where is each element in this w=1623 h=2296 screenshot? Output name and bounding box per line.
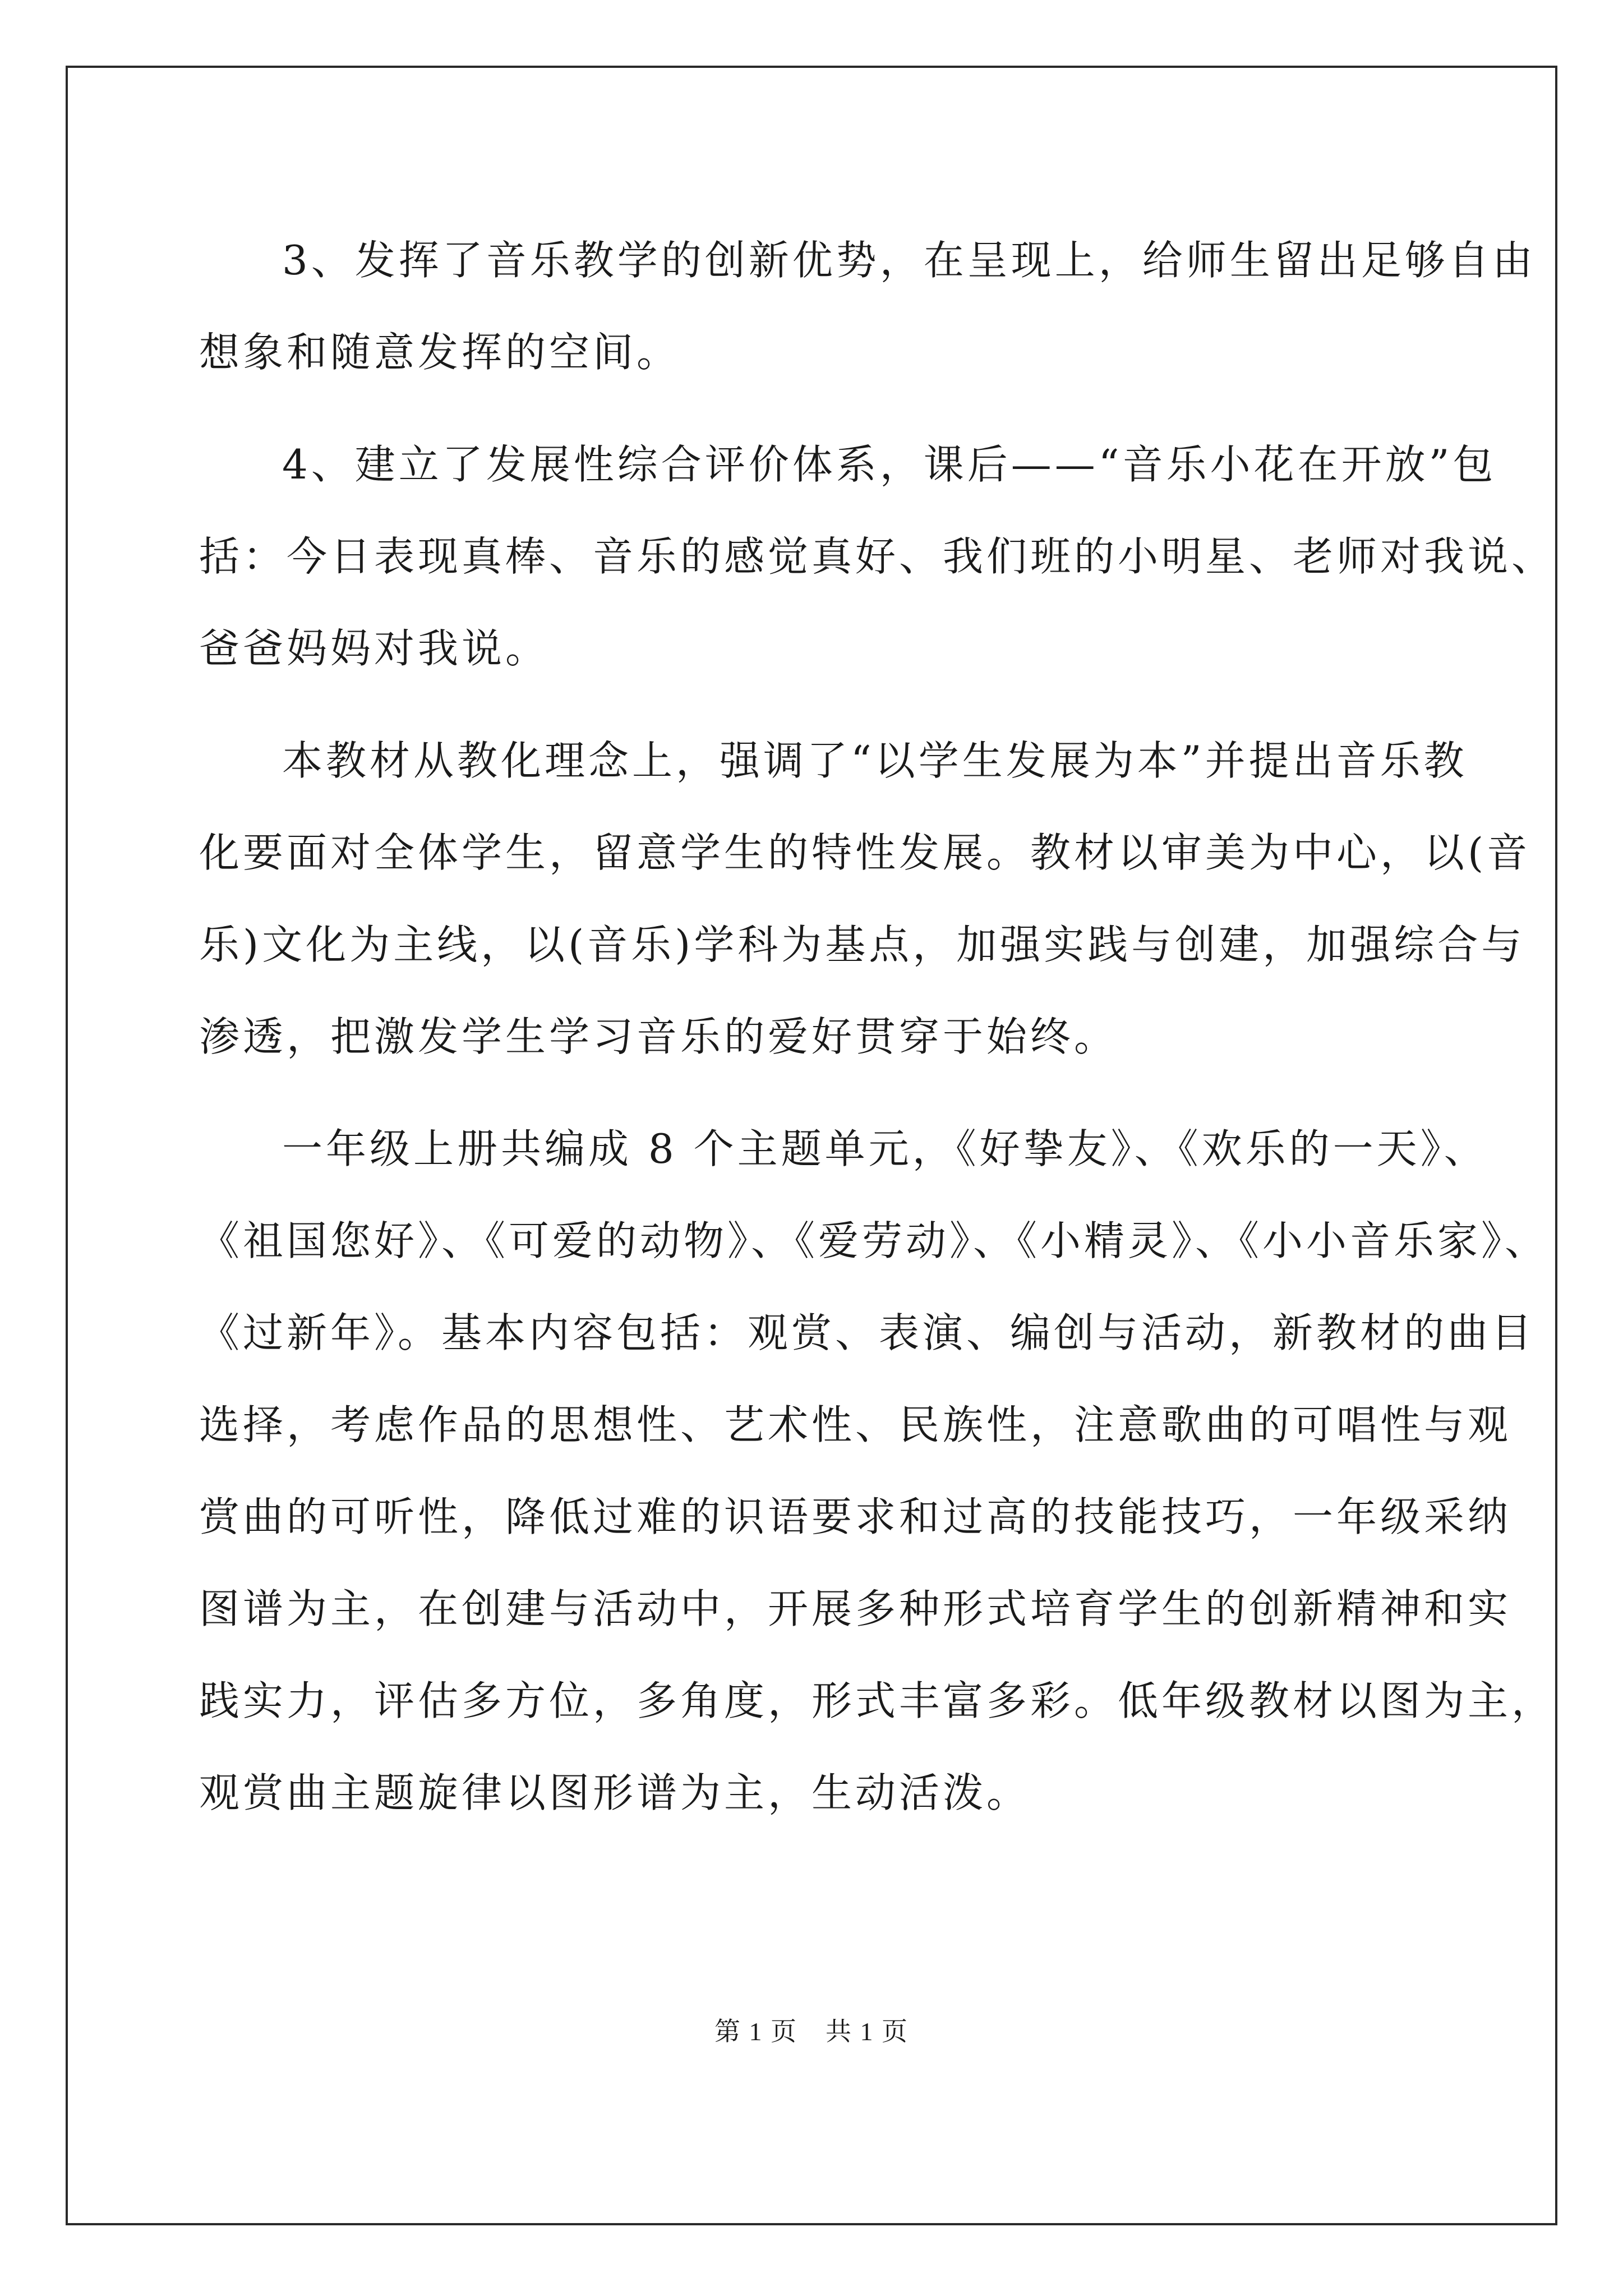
text-line: 选择，考虑作品的思想性、艺术性、民族性，注意歌曲的可唱性与观 bbox=[199, 1401, 1512, 1448]
text-line: 括：今日表现真棒、音乐的感觉真好、我们班的小明星、老师对我说、 bbox=[199, 533, 1556, 580]
text-line: 践实力，评估多方位，多角度，形式丰富多彩。低年级教材以图为主， bbox=[199, 1677, 1556, 1724]
text-line: 4、建立了发展性综合评价体系，课后——“音乐小花在开放”包 bbox=[282, 441, 1497, 488]
text-line: 本教材从教化理念上，强调了“以学生发展为本”并提出音乐教 bbox=[282, 737, 1468, 784]
text-line: 乐)文化为主线，以(音乐)学科为基点，加强实践与创建，加强综合与 bbox=[199, 921, 1525, 968]
text-line: 图谱为主，在创建与活动中，开展多种形式培育学生的创新精神和实 bbox=[199, 1585, 1512, 1632]
text-line: 爸爸妈妈对我说。 bbox=[199, 625, 550, 672]
text-line: 《过新年》。基本内容包括：观赏、表演、编创与活动，新教材的曲目 bbox=[199, 1309, 1536, 1356]
page-number-total: 共 1 页 bbox=[826, 2017, 909, 2046]
text-line: 3、发挥了音乐教学的创新优势，在呈现上，给师生留出足够自由 bbox=[282, 237, 1536, 284]
paragraph-evaluation bbox=[199, 418, 1556, 694]
page-footer bbox=[0, 2015, 1623, 2049]
page-number-current: 第 1 页 bbox=[714, 2017, 797, 2046]
text-line: 一年级上册共编成 8 个主题单元，《好挚友》、《欢乐的一天》、 bbox=[282, 1125, 1488, 1172]
paragraph-philosophy bbox=[199, 715, 1531, 1083]
document-body bbox=[199, 214, 1556, 1859]
text-line: 化要面对全体学生，留意学生的特性发展。教材以审美为中心，以(音 bbox=[199, 829, 1531, 876]
text-line: 赏曲的可听性，降低过难的识语要求和过高的技能技巧，一年级采纳 bbox=[199, 1493, 1512, 1540]
text-line: 《祖国您好》、《可爱的动物》、《爱劳动》、《小精灵》、《小小音乐家》、 bbox=[199, 1217, 1549, 1264]
paragraph-units bbox=[199, 1103, 1556, 1839]
text-line: 渗透，把激发学生学习音乐的爱好贯穿于始终。 bbox=[199, 1013, 1118, 1060]
paragraph-innovation bbox=[199, 214, 1536, 398]
text-line: 想象和随意发挥的空间。 bbox=[199, 329, 681, 376]
text-line: 观赏曲主题旋律以图形谱为主，生动活泼。 bbox=[199, 1769, 1031, 1816]
